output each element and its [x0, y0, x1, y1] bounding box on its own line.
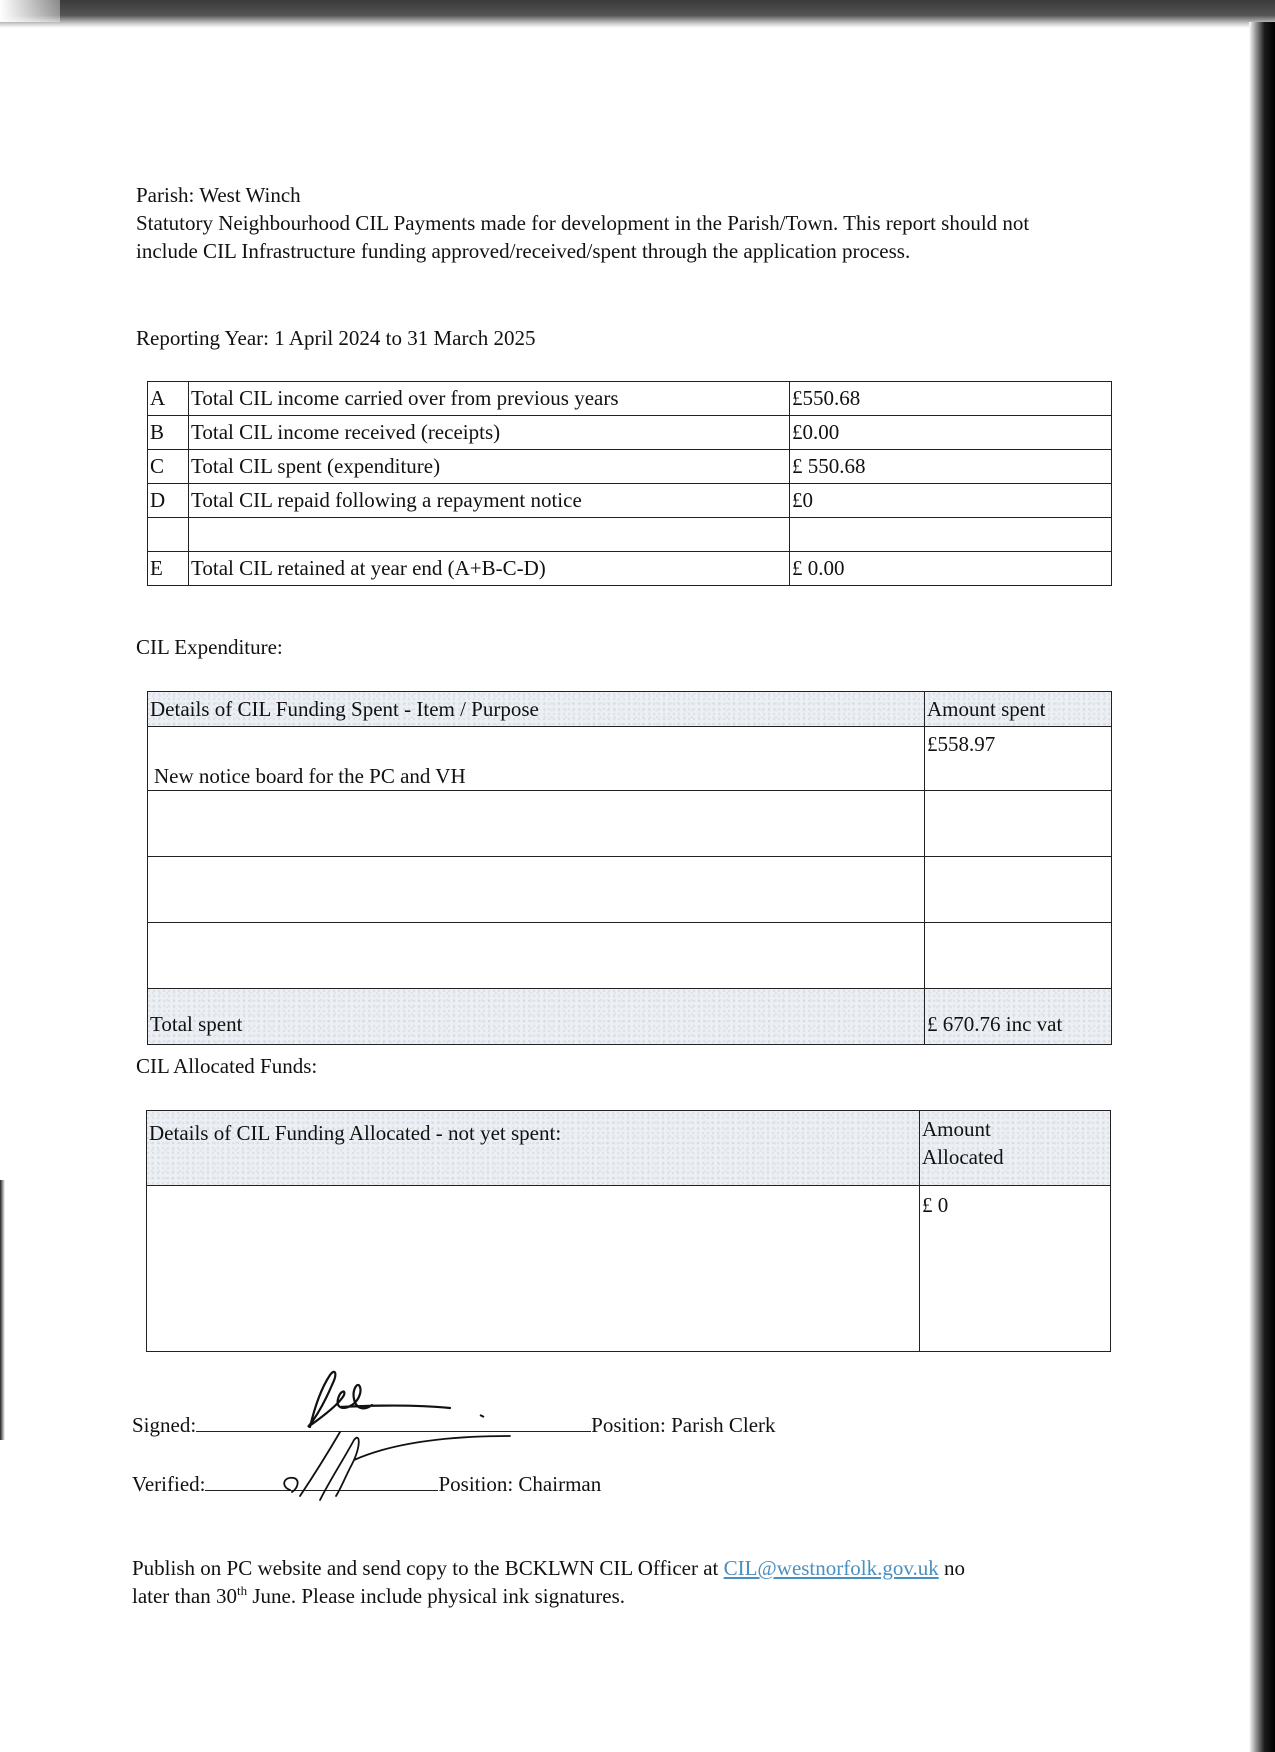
expenditure-item [148, 923, 925, 989]
total-value: £ 670.76 inc vat [925, 989, 1112, 1045]
row-label: Total CIL spent (expenditure) [189, 450, 790, 484]
row-value: £0 [790, 484, 1112, 518]
signed-label: Signed: [132, 1413, 197, 1437]
row-letter: D [148, 484, 189, 518]
expenditure-amount [925, 857, 1112, 923]
total-row [148, 989, 1112, 1045]
allocated-col-amount-header [920, 1111, 1111, 1186]
table-row [148, 791, 1112, 857]
verified-label: Verified: [132, 1472, 206, 1496]
expenditure-item [148, 791, 925, 857]
allocated-value: £ 0 [920, 1186, 1111, 1352]
table-row [148, 552, 1112, 586]
row-label: Total CIL income received (receipts) [189, 416, 790, 450]
allocated-table [146, 1110, 1111, 1352]
footer-text [132, 1554, 1092, 1610]
footer-text-before: Publish on PC website and send copy to the BCKLWN CIL Officer at [132, 1556, 724, 1580]
footer-line2-sup: th [236, 1583, 248, 1598]
table-header-row [148, 692, 1112, 727]
allocated-item [147, 1186, 920, 1352]
allocated-heading: CIL Allocated Funds: [136, 1054, 318, 1078]
row-value [790, 518, 1112, 552]
expenditure-table [147, 691, 1112, 1045]
row-value: £0.00 [790, 416, 1112, 450]
expenditure-amount: £558.97 [925, 727, 1112, 791]
table-row [148, 382, 1112, 416]
table-row [148, 857, 1112, 923]
row-label: Total CIL repaid following a repayment notice [189, 484, 790, 518]
row-value: £550.68 [790, 382, 1112, 416]
row-letter [148, 518, 189, 552]
cil-email-link[interactable]: CIL@westnorfolk.gov.uk [723, 1556, 939, 1580]
allocated-col-amount-line1: Amount [922, 1117, 991, 1141]
scan-edge-left [0, 1180, 5, 1440]
reporting-year: Reporting Year: 1 April 2024 to 31 March 2025 [136, 326, 536, 350]
row-letter: A [148, 382, 189, 416]
header-block [136, 181, 1036, 265]
scan-edge-right [1249, 22, 1275, 1752]
table-row [148, 484, 1112, 518]
table-header-row [147, 1111, 1111, 1186]
intro-text: Statutory Neighbourhood CIL Payments made for development in the Parish/Town. This report should not include CIL Infrastructure funding approved/received/spent through the application process. [136, 211, 1030, 263]
expenditure-amount [925, 923, 1112, 989]
table-row [148, 450, 1112, 484]
expenditure-item [148, 857, 925, 923]
table-row [148, 518, 1112, 552]
allocated-col-item-header: Details of CIL Funding Allocated - not yet spent: [147, 1111, 920, 1186]
verified-position: Position: Chairman [438, 1472, 602, 1496]
row-label: Total CIL retained at year end (A+B-C-D) [189, 552, 790, 586]
expenditure-item: New notice board for the PC and VH [148, 727, 925, 791]
table-row [147, 1186, 1111, 1352]
row-label: Total CIL income carried over from previous years [189, 382, 790, 416]
row-value: £ 550.68 [790, 450, 1112, 484]
col-amount-header: Amount spent [925, 692, 1112, 727]
parish-name: Parish: West Winch [136, 183, 301, 207]
chairman-signature-icon [270, 1420, 520, 1510]
row-letter: E [148, 552, 189, 586]
table-row [148, 923, 1112, 989]
col-item-header: Details of CIL Funding Spent - Item / Purpose [148, 692, 925, 727]
footer-text-after: no [938, 1556, 965, 1580]
allocated-col-amount-line2: Allocated [922, 1145, 1004, 1169]
scan-edge-top [0, 0, 1275, 28]
summary-table [147, 381, 1112, 586]
footer-line2-before: later than 30 [132, 1584, 237, 1608]
table-row [148, 727, 1112, 791]
table-row [148, 416, 1112, 450]
row-label [189, 518, 790, 552]
footer-line-1 [132, 1554, 1092, 1582]
row-letter: C [148, 450, 189, 484]
row-value: £ 0.00 [790, 552, 1112, 586]
row-letter: B [148, 416, 189, 450]
expenditure-amount [925, 791, 1112, 857]
footer-line-2 [132, 1582, 1092, 1610]
footer-line2-after: June. Please include physical ink signatures. [247, 1584, 626, 1608]
expenditure-heading: CIL Expenditure: [136, 635, 283, 659]
signed-position: Position: Parish Clerk [591, 1413, 776, 1437]
total-label: Total spent [148, 989, 925, 1045]
